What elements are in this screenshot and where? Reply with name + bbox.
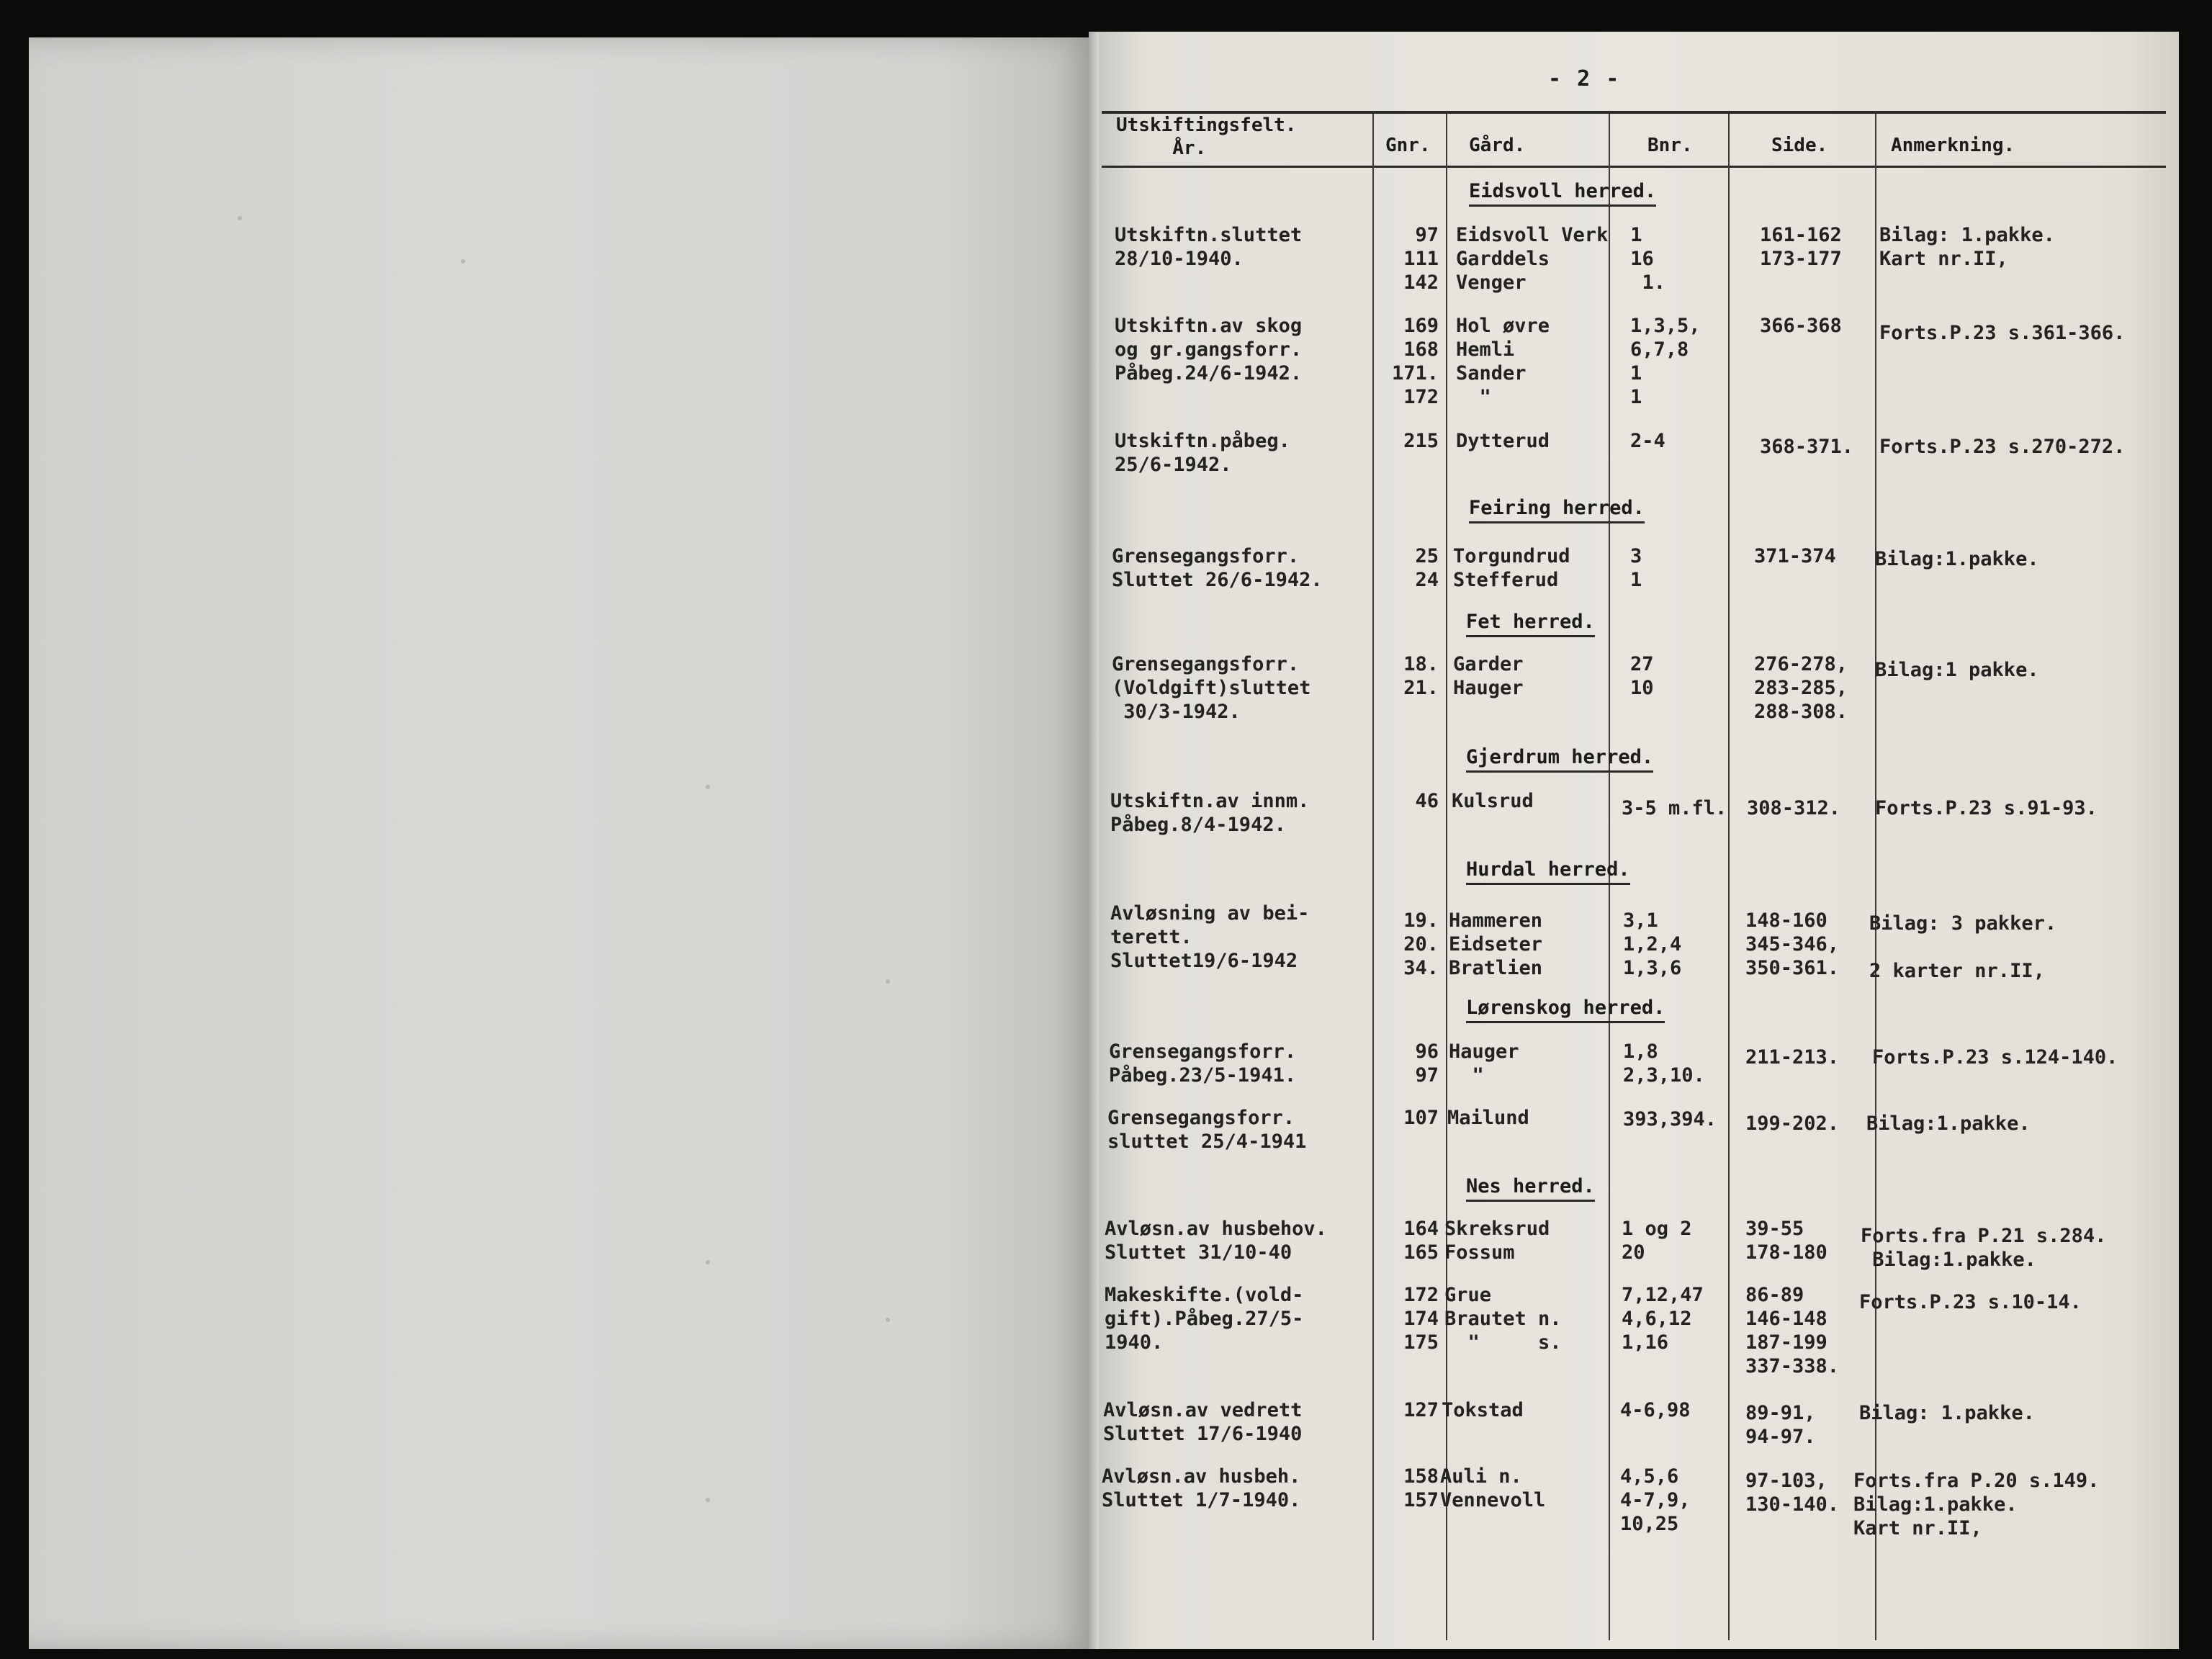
cell-side: 368-371. [1760,436,1854,458]
cell-gard: Hammeren Eidseter Bratlien [1449,909,1543,979]
cell-side: 199-202. [1745,1112,1840,1135]
header-side: Side. [1771,135,1828,156]
cell-bnr: 393,394. [1623,1108,1717,1130]
cell-bnr: 1,8 2,3,10. [1623,1040,1705,1087]
cell-anmerkning: Bilag:1.pakke. [1866,1112,2031,1135]
cell-felt: Grensegangsforr. Sluttet 26/6-1942. [1112,545,1323,591]
cell-side: 161-162 173-177 [1760,224,1842,270]
cell-side: 371-374 [1754,545,1836,567]
punch-hole [706,785,710,789]
cell-gnr: 19. 20. 34. [1403,909,1439,979]
cell-gard: Dytterud [1456,430,1550,452]
cell-gnr: 164 165 [1403,1218,1439,1264]
cell-anmerkning: Forts.P.23 s.270-272. [1879,436,2126,458]
cell-gard: Auli n. Vennevoll [1440,1465,1546,1511]
cell-felt: Avløsn.av husbehov. Sluttet 31/10-40 [1105,1218,1327,1264]
header-bottom-rule [1102,166,2166,168]
cell-bnr: 3 1 [1630,545,1642,591]
cell-felt: Utskiftn.av innm. Påbeg.8/4-1942. [1110,790,1310,836]
cell-bnr: 4-6,98 [1620,1399,1691,1421]
cell-gnr: 127 [1403,1399,1439,1421]
herred-heading: Gjerdrum herred. [1466,746,1653,773]
cell-felt: Grensegangsforr. Påbeg.23/5-1941. [1109,1040,1297,1087]
cell-gard: Grue Brautet n. " s. [1444,1284,1562,1354]
cell-side: 89-91, 94-97. [1745,1402,1816,1448]
cell-anmerkning: Forts.fra P.20 s.149. Bilag:1.pakke. Kart nr.II, [1853,1470,2100,1539]
punch-hole [238,216,242,220]
cell-felt: Utskiftn.sluttet 28/10-1940. [1115,224,1303,270]
cell-side: 276-278, 283-285, 288-308. [1754,653,1848,723]
cell-gard: Kulsrud [1452,790,1534,812]
cell-gnr: 18. 21. [1403,653,1439,699]
column-divider [1728,114,1730,1640]
cell-anmerkning: Forts.P.23 s.91-93. [1875,797,2098,819]
cell-bnr: 2-4 [1630,430,1665,452]
cell-anmerkning: Bilag:1 pakke. [1875,659,2039,681]
header-felt: Utskiftingsfelt. År. [1116,114,1297,159]
cell-bnr: 4,5,6 4-7,9, 10,25 [1620,1465,1691,1535]
cell-anmerkning: Forts.P.23 s.361-366. [1879,322,2126,344]
cell-bnr: 27 10 [1630,653,1654,699]
cell-gnr: 46 [1415,790,1439,812]
cell-side: 86-89 146-148 187-199 337-338. [1745,1284,1840,1377]
cell-side: 39-55 178-180 [1745,1218,1827,1264]
herred-heading: Nes herred. [1466,1175,1595,1202]
punch-hole [706,1260,710,1264]
cell-anmerkning: Forts.P.23 s.10-14. [1859,1291,2082,1313]
cell-anmerkning: Bilag: 1.pakke. Kart nr.II, [1879,224,2055,270]
cell-gard: Torgundrud Stefferud [1453,545,1570,591]
left-page-blank [29,37,1099,1649]
header-anmerkning: Anmerkning. [1891,135,2015,156]
punch-hole [706,1498,710,1502]
cell-felt: Grensegangsforr. sluttet 25/4-1941 [1107,1107,1307,1153]
cell-anmerkning: Bilag: 1.pakke. [1859,1402,2035,1424]
cell-side: 308-312. [1747,797,1841,819]
punch-hole [886,1318,890,1322]
header-bnr: Bnr. [1647,135,1693,156]
cell-gnr: 169 168 171. 172 [1391,315,1439,408]
punch-hole [886,979,890,984]
cell-anmerkning: Forts.P.23 s.124-140. [1872,1046,2118,1069]
cell-felt: Utskiftn.påbeg. 25/6-1942. [1115,430,1290,476]
cell-gard: Mailund [1447,1107,1529,1129]
cell-felt: Makeskifte.(vold- gift).Påbeg.27/5- 1940. [1105,1284,1304,1354]
cell-anmerkning: Bilag: 3 pakker. 2 karter nr.II, [1869,912,2057,982]
cell-felt: Avløsn.av husbeh. Sluttet 1/7-1940. [1102,1465,1301,1511]
cell-bnr: 7,12,47 4,6,12 1,16 [1622,1284,1704,1354]
cell-felt: Avløsn.av vedrett Sluttet 17/6-1940 [1103,1399,1303,1445]
cell-gard: Eidsvoll Verk Garddels Venger [1456,224,1609,294]
cell-bnr: 3-5 m.fl. [1622,797,1727,819]
cell-gard: Hauger " [1449,1040,1519,1087]
header-gard: Gård. [1469,135,1526,156]
cell-gnr: 158 157 [1403,1465,1439,1511]
cell-gard: Hol øvre Hemli Sander " [1456,315,1550,408]
cell-anmerkning: Forts.fra P.21 s.284. Bilag:1.pakke. [1861,1225,2107,1271]
punch-hole [461,259,465,264]
cell-bnr: 1 og 2 20 [1622,1218,1692,1264]
cell-gard: Tokstad [1442,1399,1524,1421]
cell-anmerkning: Bilag:1.pakke. [1875,548,2039,570]
header-gnr: Gnr. [1385,135,1431,156]
herred-heading: Feiring herred. [1469,497,1645,523]
cell-gnr: 97 111 142 [1403,224,1439,294]
cell-gnr: 172 174 175 [1403,1284,1439,1354]
cell-gnr: 107 [1403,1107,1439,1129]
cell-felt: Utskiftn.av skog og gr.gangsforr. Påbeg.24/6-1942. [1115,315,1303,385]
cell-side: 148-160 345-346, 350-361. [1745,909,1840,979]
herred-heading: Eidsvoll herred. [1469,180,1656,207]
herred-heading: Hurdal herred. [1466,858,1630,885]
cell-bnr: 1 16 1. [1630,224,1666,294]
herred-heading: Lørenskog herred. [1466,997,1665,1023]
cell-side: 366-368 [1760,315,1842,337]
cell-felt: Avløsning av bei- terett. Sluttet19/6-1942 [1110,902,1310,972]
page-number: - 2 - [1548,66,1621,91]
cell-side: 211-213. [1745,1046,1840,1069]
herred-heading: Fet herred. [1466,611,1595,637]
cell-bnr: 3,1 1,2,4 1,3,6 [1623,909,1682,979]
cell-gard: Skreksrud Fossum [1444,1218,1550,1264]
cell-bnr: 1,3,5, 6,7,8 1 1 [1630,315,1701,408]
cell-gnr: 96 97 [1415,1040,1439,1087]
cell-gard: Garder Hauger [1453,653,1524,699]
cell-felt: Grensegangsforr. (Voldgift)sluttet 30/3-1942. [1112,653,1311,723]
cell-gnr: 215 [1403,430,1439,452]
cell-gnr: 25 24 [1415,545,1439,591]
cell-side: 97-103, 130-140. [1745,1470,1840,1516]
